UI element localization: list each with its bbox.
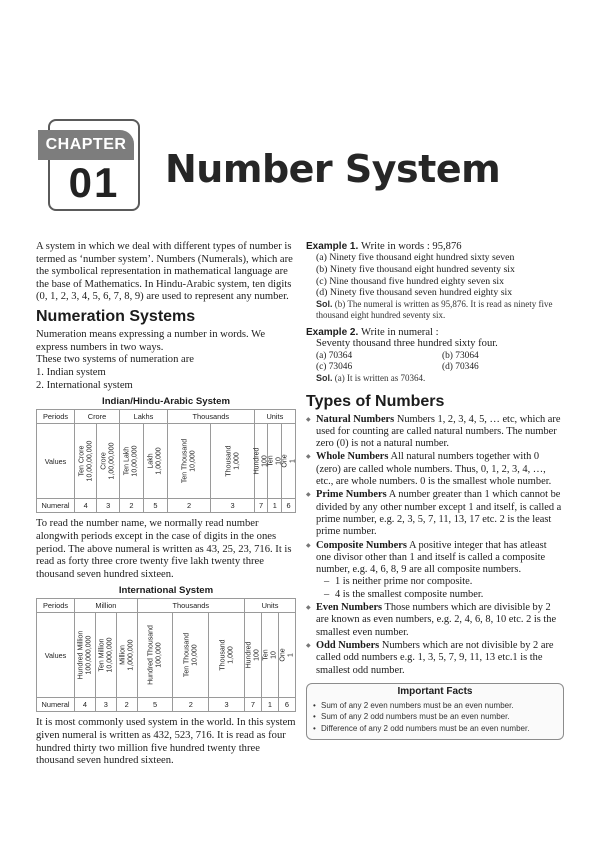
example-2-question: Write in numeral : bbox=[361, 327, 439, 339]
note-item: – 4 is the smallest composite number. bbox=[324, 589, 564, 601]
numeration-paragraph: Numeration means expressing a number in words. We express numbers in two ways. bbox=[36, 328, 266, 353]
numeral-cell: 1 bbox=[268, 499, 282, 513]
international-system-table bbox=[36, 598, 296, 712]
types-heading: Types of Numbers bbox=[306, 392, 445, 410]
term: Even Numbers bbox=[316, 602, 383, 614]
period-cell: Thousands bbox=[137, 599, 244, 613]
important-facts-box bbox=[306, 683, 564, 740]
option-item: (d) 70346 bbox=[442, 361, 479, 372]
option-item: (c) Nine thousand five hundred eighty seven six bbox=[316, 275, 504, 287]
numeral-cell: 1 bbox=[261, 698, 278, 712]
list-item: 1. Indian system bbox=[36, 366, 106, 378]
indian-table-title: Indian/Hindu-Arabic System bbox=[102, 396, 230, 408]
example-2-label: Example 2. bbox=[306, 327, 359, 339]
list-item bbox=[306, 414, 564, 451]
left-column bbox=[36, 241, 296, 768]
numeral-cell: 6 bbox=[278, 698, 295, 712]
example-2-statement: Seventy thousand three hundred sixty four. bbox=[316, 338, 498, 350]
numeral-cell: 3 bbox=[95, 698, 116, 712]
numeral-label: Numeral bbox=[37, 698, 75, 712]
value-cell: Ten Thousand 10,000 bbox=[167, 424, 210, 499]
numeral-cell: 2 bbox=[120, 499, 144, 513]
value-cell: Ten Thousand 10,000 bbox=[173, 613, 209, 698]
period-cell: Thousands bbox=[167, 410, 254, 424]
value-cell: Thousand 1,000 bbox=[211, 424, 254, 499]
indian-read-paragraph: To read the number name, we normally read number alongwith periods except in the case of digits in the ones period. The above numeral is written as 43, 25, 23, 716. It is read as forty three crore twenty five lakh twenty three thousand seven hundred sixteen. bbox=[36, 518, 292, 580]
numeral-cell: 5 bbox=[143, 499, 167, 513]
value-cell: Hundred 100 bbox=[244, 613, 261, 698]
period-cell: Crore bbox=[75, 410, 120, 424]
definition: A number greater than 1 which cannot be divided by any other number except 1 and itself, is called a prime number, e.g. 2, 3, 5, 7, 11, 13, 17 etc. 2 is the least prime number. bbox=[316, 489, 562, 538]
numeral-cell: 4 bbox=[75, 499, 97, 513]
option-item: (d) Ninety five thousand seven hundred eighty six bbox=[316, 287, 513, 299]
intl-read-paragraph: It is most commonly used system in the world. In this system given numeral is written as 432, 523, 716. It is read as four hundred thirty two million five hundred twenty three thousand seven hundred sixteen. bbox=[36, 717, 296, 767]
value-cell: Ten Million 10,000,000 bbox=[95, 613, 116, 698]
list-item bbox=[306, 489, 564, 538]
option-item: (a) Ninety five thousand eight hundred sixty seven bbox=[316, 252, 515, 263]
option-item: (c) 73046 bbox=[316, 361, 353, 372]
numeral-cell: 2 bbox=[116, 698, 137, 712]
value-cell: Hundred Million 100,000,000 bbox=[75, 613, 96, 698]
solution-text: (b) The numeral is written as 95,876. It is read as ninety five thousand eight hundred seventy six. bbox=[316, 299, 553, 321]
numeral-cell: 2 bbox=[167, 499, 210, 513]
fact-item: • Sum of any 2 even numbers must be an even number. bbox=[313, 700, 557, 711]
numeral-cell: 7 bbox=[254, 499, 268, 513]
intro-paragraph: A system in which we deal with different types of number is termed as ‘number system’. Numbers (Numerals), which are the symbolical representation in mathematical language are the base of Mathematics. In Hindu-Arabic system, ten digits (0, 1, 2, 3, 4, 5, 6, 7, 8, 9) are used to represent any number. bbox=[36, 241, 293, 303]
facts-title: Important Facts bbox=[397, 685, 473, 697]
example-2-heading bbox=[306, 327, 564, 338]
option-item: (b) 73064 bbox=[442, 350, 479, 361]
numeral-cell: 3 bbox=[97, 499, 120, 513]
example-1-options bbox=[316, 252, 564, 299]
intl-table-title: International System bbox=[118, 585, 214, 597]
example-1-question: Write in words : 95,876 bbox=[361, 241, 462, 252]
definition: All natural numbers together with 0 (zero) are called whole numbers. Thus, 0, 1, 2, 3, 4, …, etc., are whole numbers. 0 is the smallest whole number. bbox=[316, 451, 552, 488]
term: Whole Numbers bbox=[316, 451, 389, 463]
chapter-label: CHAPTER bbox=[38, 130, 134, 160]
right-column bbox=[306, 241, 564, 740]
period-cell: Million bbox=[75, 599, 138, 613]
definition: A positive integer that has atleast one divisor other than 1 and itself is called a composite number, e.g. 4, 6, 8, 9 are all composite numbers. bbox=[316, 539, 547, 576]
value-cell: One 1 bbox=[278, 613, 295, 698]
periods-label: Periods bbox=[37, 410, 75, 424]
value-cell: Hundred Thousand 100,000 bbox=[137, 613, 173, 698]
value-cell: Crore 1,00,00,000 bbox=[97, 424, 120, 499]
period-cell: Units bbox=[244, 599, 295, 613]
solution-label: Sol. bbox=[316, 372, 333, 383]
indian-system-table bbox=[36, 409, 296, 513]
option-item: (a) 70364 bbox=[316, 350, 353, 361]
list-item bbox=[306, 640, 564, 677]
term: Natural Numbers bbox=[316, 413, 395, 425]
list-item bbox=[306, 540, 564, 601]
value-cell: Hundred 100 bbox=[254, 424, 268, 499]
numeral-cell: 2 bbox=[173, 698, 209, 712]
value-cell: Ten 10 bbox=[268, 424, 282, 499]
list-item bbox=[306, 602, 564, 639]
term: Composite Numbers bbox=[316, 539, 407, 551]
example-2-options bbox=[316, 351, 564, 373]
definition: Numbers 1, 2, 3, 4, 5, … etc, which are used for counting are called natural numbers. The number zero (0) is not a natural number. bbox=[316, 413, 561, 450]
fact-item: • Difference of any 2 odd numbers must be an even number. bbox=[313, 723, 557, 734]
numeral-cell: 6 bbox=[282, 499, 296, 513]
value-cell: One 1 bbox=[282, 424, 296, 499]
period-cell: Lakhs bbox=[120, 410, 168, 424]
numeral-cell: 3 bbox=[209, 698, 245, 712]
numeration-heading: Numeration Systems bbox=[36, 307, 196, 325]
value-cell: Ten Crore 10,00,00,000 bbox=[75, 424, 97, 499]
numeral-cell: 7 bbox=[244, 698, 261, 712]
numeration-list bbox=[36, 367, 296, 393]
definition: Those numbers which are divisible by 2 are known as even numbers, e.g. 2, 4, 6, 8, 10 etc. 2 is the smallest even number. bbox=[316, 602, 557, 638]
numeral-cell: 5 bbox=[137, 698, 173, 712]
page-title: Number System bbox=[165, 147, 501, 191]
numeration-line: These two systems of numeration are bbox=[36, 354, 194, 366]
periods-label: Periods bbox=[37, 599, 75, 613]
numeral-label: Numeral bbox=[37, 499, 75, 513]
option-item: (b) Ninety five thousand eight hundred seventy six bbox=[316, 263, 515, 275]
numeral-cell: 4 bbox=[75, 698, 96, 712]
note-item: – 1 is neither prime nor composite. bbox=[324, 576, 564, 588]
solution-text: (a) It is written as 70364. bbox=[334, 372, 426, 383]
value-cell: Million 1,000,000 bbox=[116, 613, 137, 698]
example-1-label: Example 1. bbox=[306, 241, 359, 252]
example-2-solution bbox=[316, 373, 564, 384]
period-cell: Units bbox=[254, 410, 295, 424]
values-label: Values bbox=[37, 613, 75, 698]
values-label: Values bbox=[37, 424, 75, 499]
facts-list bbox=[313, 700, 557, 734]
list-item: 2. International system bbox=[36, 379, 133, 391]
term: Prime Numbers bbox=[316, 489, 387, 501]
definition: Numbers which are not divisible by 2 are called odd numbers e.g. 1, 3, 5, 7, 9, 11, 13 etc.1 is the smallest odd number. bbox=[316, 639, 554, 676]
term: Odd Numbers bbox=[316, 639, 380, 651]
value-cell: Lakh 1,00,000 bbox=[143, 424, 167, 499]
example-1-heading bbox=[306, 241, 564, 252]
list-item bbox=[306, 451, 564, 488]
value-cell: Thousand 1,000 bbox=[209, 613, 245, 698]
types-list bbox=[306, 414, 564, 677]
value-cell: Ten Lakh 10,00,000 bbox=[120, 424, 144, 499]
chapter-number: 01 bbox=[68, 159, 120, 206]
solution-label: Sol. bbox=[316, 299, 333, 310]
example-1-solution bbox=[316, 299, 564, 321]
numeral-cell: 3 bbox=[211, 499, 254, 513]
fact-item: • Sum of any 2 odd numbers must be an even number. bbox=[313, 711, 557, 722]
value-cell: Ten 10 bbox=[261, 613, 278, 698]
composite-notes bbox=[324, 576, 564, 601]
